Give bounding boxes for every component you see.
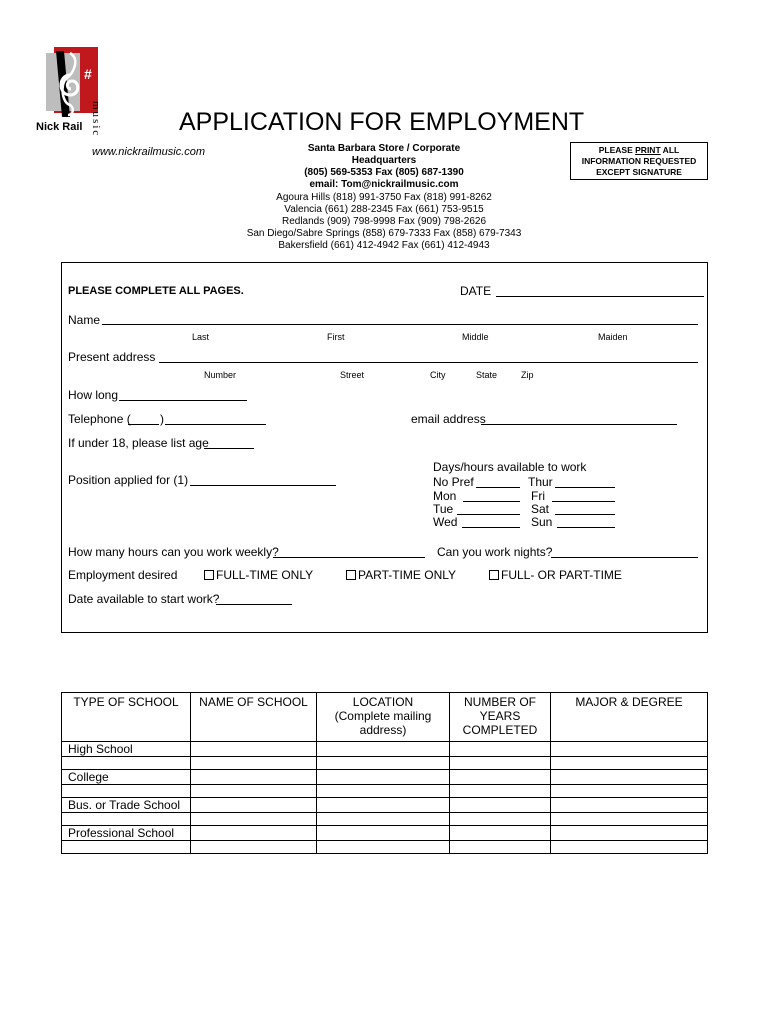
area-code-field[interactable] (128, 413, 159, 425)
school-location-cell[interactable] (317, 757, 450, 770)
school-name-cell[interactable] (191, 826, 317, 841)
name-sub-middle: Middle (462, 332, 489, 342)
hq-line-3: email: Tom@nickrailmusic.com (309, 179, 459, 190)
name-sub-last: Last (192, 332, 210, 342)
school-years-cell[interactable] (450, 826, 551, 841)
part-time-label: PART-TIME ONLY (358, 568, 457, 582)
header-years-completed: NUMBER OF YEARS COMPLETED (450, 693, 551, 742)
spacer-cell (62, 757, 191, 770)
logo-text: Nick Rail (36, 121, 83, 133)
nights-field[interactable] (551, 546, 698, 558)
location-line: Redlands (909) 798-9998 Fax (909) 798-2626 (281, 216, 487, 227)
day-thur-label: Thur (528, 475, 553, 489)
how-long-label: How long (68, 388, 119, 402)
address-label: Present address (68, 350, 156, 364)
hours-weekly-field[interactable] (273, 546, 425, 558)
school-major-cell[interactable] (551, 785, 708, 798)
school-location-cell[interactable] (317, 798, 450, 813)
position-label: Position applied for (1) (68, 473, 189, 487)
print-notice-box (570, 142, 708, 180)
day-tue-label: Tue (433, 502, 454, 516)
days-hours-title: Days/hours available to work (433, 460, 587, 474)
school-name-cell[interactable] (191, 798, 317, 813)
school-location-cell[interactable] (317, 785, 450, 798)
day-no-pref-label: No Pref (433, 475, 474, 489)
email-label: email address (411, 412, 486, 426)
address-sub-state: State (476, 370, 498, 380)
address-field[interactable] (159, 351, 698, 363)
day-tue-field[interactable] (457, 503, 520, 515)
school-years-cell[interactable] (450, 770, 551, 785)
school-major-cell[interactable] (551, 826, 708, 841)
school-years-cell[interactable] (450, 841, 551, 854)
school-major-cell[interactable] (551, 757, 708, 770)
school-major-cell[interactable] (551, 798, 708, 813)
day-sat-field[interactable] (555, 503, 615, 515)
table-header-row (62, 693, 708, 742)
location-line: Bakersfield (661) 412-4942 Fax (661) 412-4943 (278, 240, 490, 251)
date-field[interactable] (496, 285, 704, 297)
checkbox-icon[interactable] (346, 570, 356, 580)
school-location-cell[interactable] (317, 742, 450, 757)
day-mon-label: Mon (433, 489, 457, 503)
table-row (62, 785, 708, 798)
school-years-cell[interactable] (450, 798, 551, 813)
school-type-cell: Professional School (62, 826, 191, 841)
employment-desired-label: Employment desired (68, 568, 178, 582)
table-row (62, 813, 708, 826)
day-fri-field[interactable] (552, 490, 615, 502)
either-option[interactable] (489, 568, 622, 582)
day-sat-label: Sat (531, 502, 550, 516)
day-wed-field[interactable] (462, 516, 520, 528)
location-line: Valencia (661) 288-2345 Fax (661) 753-9515 (284, 204, 484, 215)
print-notice-text: PLEASE (598, 145, 636, 155)
school-name-cell[interactable] (191, 770, 317, 785)
school-name-cell[interactable] (191, 813, 317, 826)
part-time-option[interactable] (346, 568, 456, 582)
school-years-cell[interactable] (450, 813, 551, 826)
header-major-degree: MAJOR & DEGREE (551, 693, 708, 742)
school-major-cell[interactable] (551, 841, 708, 854)
hours-weekly-label: How many hours can you work weekly? (68, 545, 279, 559)
print-notice-text: INFORMATION REQUESTED (581, 156, 697, 166)
website-link[interactable]: www.nickrailmusic.com (92, 146, 206, 158)
name-label: Name (68, 313, 101, 327)
school-name-cell[interactable] (191, 757, 317, 770)
print-notice-text: ALL (660, 145, 680, 155)
table-row (62, 798, 708, 813)
school-years-cell[interactable] (450, 742, 551, 757)
page-title: APPLICATION FOR EMPLOYMENT (179, 108, 585, 136)
school-type-cell: High School (62, 742, 191, 757)
full-time-label: FULL-TIME ONLY (216, 568, 314, 582)
table-row (62, 826, 708, 841)
school-type-cell: College (62, 770, 191, 785)
start-date-field[interactable] (216, 593, 292, 605)
telephone-field[interactable] (165, 413, 266, 425)
checkbox-icon[interactable] (204, 570, 214, 580)
company-logo (36, 45, 130, 138)
print-notice-text: EXCEPT SIGNATURE (596, 167, 682, 177)
day-no-pref-field[interactable] (476, 476, 520, 488)
date-label: DATE (460, 284, 492, 298)
school-location-cell[interactable] (317, 826, 450, 841)
how-long-field[interactable] (119, 389, 247, 401)
telephone-close-paren: ) (160, 412, 164, 426)
start-date-label: Date available to start work? (68, 592, 220, 606)
under-18-label: If under 18, please list age (68, 436, 209, 450)
school-major-cell[interactable] (551, 742, 708, 757)
hq-line-2: (805) 569-5353 Fax (805) 687-1390 (304, 167, 464, 178)
logo-music-text: music (90, 101, 102, 138)
day-sun-field[interactable] (557, 516, 615, 528)
school-name-cell[interactable] (191, 841, 317, 854)
location-line: Agoura Hills (818) 991-3750 Fax (818) 991-8262 (276, 192, 492, 203)
print-notice-emphasis: PRINT (635, 145, 661, 155)
store-locations (184, 192, 584, 252)
table-row (62, 742, 708, 757)
day-fri-label: Fri (531, 489, 545, 503)
address-sub-city: City (430, 370, 446, 380)
header-type-of-school: TYPE OF SCHOOL (62, 693, 191, 742)
spacer-cell (62, 813, 191, 826)
school-location-cell[interactable] (317, 841, 450, 854)
spacer-cell (62, 785, 191, 798)
school-name-cell[interactable] (191, 785, 317, 798)
school-location-cell[interactable] (317, 770, 450, 785)
day-thur-field[interactable] (555, 476, 615, 488)
day-wed-label: Wed (433, 515, 458, 529)
hq-line-1: Santa Barbara Store / Corporate Headquarters (307, 143, 461, 166)
school-years-cell[interactable] (450, 785, 551, 798)
school-location-cell[interactable] (317, 813, 450, 826)
education-table (61, 692, 708, 854)
header-name-of-school: NAME OF SCHOOL (191, 693, 317, 742)
hq-info (284, 143, 484, 191)
nights-label: Can you work nights? (437, 545, 553, 559)
location-line: San Diego/Sabre Springs (858) 679-7333 Fax (858) 679-7343 (246, 228, 522, 239)
email-field[interactable] (481, 413, 677, 425)
table-row (62, 841, 708, 854)
position-field[interactable] (190, 474, 336, 486)
school-years-cell[interactable] (450, 757, 551, 770)
school-major-cell[interactable] (551, 770, 708, 785)
telephone-label: Telephone ( (68, 412, 131, 426)
either-label: FULL- OR PART-TIME (501, 568, 622, 582)
svg-text:#: # (84, 66, 92, 82)
school-major-cell[interactable] (551, 813, 708, 826)
day-sun-label: Sun (531, 515, 553, 529)
name-sub-maiden: Maiden (598, 332, 628, 342)
address-sub-zip: Zip (521, 370, 534, 380)
full-time-option[interactable] (204, 568, 313, 582)
address-sub-number: Number (204, 370, 237, 380)
table-row (62, 757, 708, 770)
header-location: LOCATION (Complete mailing address) (317, 693, 450, 742)
name-field[interactable] (102, 313, 698, 325)
age-field[interactable] (204, 437, 254, 449)
school-name-cell[interactable] (191, 742, 317, 757)
checkbox-icon[interactable] (489, 570, 499, 580)
spacer-cell (62, 841, 191, 854)
complete-all-notice: PLEASE COMPLETE ALL PAGES. (68, 285, 244, 297)
day-mon-field[interactable] (463, 490, 520, 502)
name-sub-first: First (327, 332, 345, 342)
table-row (62, 770, 708, 785)
address-sub-street: Street (340, 370, 365, 380)
school-type-cell: Bus. or Trade School (62, 798, 191, 813)
